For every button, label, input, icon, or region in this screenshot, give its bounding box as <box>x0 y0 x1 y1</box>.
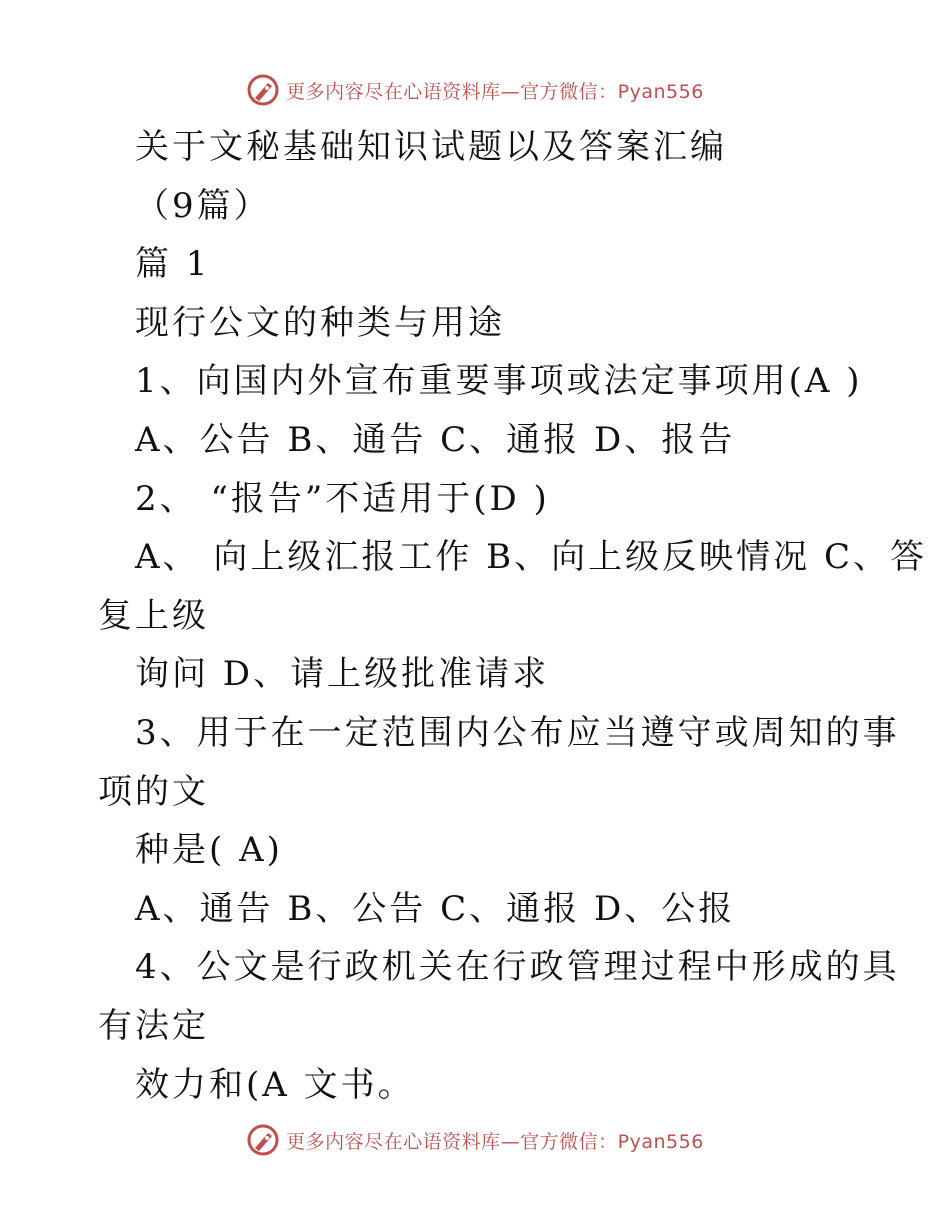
header-banner-text: 更多内容尽在心语资料库—官方微信：Pyan556 <box>286 80 704 103</box>
document-subtitle: （9篇） <box>135 185 271 226</box>
pen-nib-logo-icon <box>246 1123 280 1157</box>
section-heading: 篇 1 <box>135 244 211 285</box>
pen-nib-logo-icon <box>246 73 280 107</box>
question-1-options: A、公告 B、通告 C、通报 D、报告 <box>135 419 736 460</box>
question-1: 1、向国内外宣布重要事项或法定事项用(A ) <box>135 361 863 402</box>
document-title: 关于文秘基础知识试题以及答案汇编 <box>135 127 727 167</box>
question-4-line-2: 有法定 <box>98 1005 209 1046</box>
topic-heading: 现行公文的种类与用途 <box>135 302 505 343</box>
document-body <box>98 118 927 1114</box>
question-2-options-line-2: 复上级 <box>98 595 209 636</box>
header-banner <box>0 70 950 110</box>
footer-banner <box>0 1120 950 1160</box>
question-4-line-1: 4、公文是行政机关在行政管理过程中形成的具 <box>135 947 900 988</box>
question-2-options-line-3: 询问 D、请上级批准请求 <box>135 654 550 695</box>
footer-banner-text: 更多内容尽在心语资料库—官方微信：Pyan556 <box>286 1130 704 1153</box>
question-3-line-3: 种是( A) <box>135 830 283 871</box>
question-4-line-3: 效力和(A 文书。 <box>135 1064 415 1105</box>
question-3-line-2: 项的文 <box>98 771 209 812</box>
question-2: 2、 “报告”不适用于(D ) <box>135 478 550 519</box>
question-2-options-line-1: A、 向上级汇报工作 B、向上级反映情况 C、答 <box>135 537 927 578</box>
question-3-options: A、通告 B、公告 C、通报 D、公报 <box>135 888 736 929</box>
question-3-line-1: 3、用于在一定范围内公布应当遵守或周知的事 <box>135 712 900 753</box>
